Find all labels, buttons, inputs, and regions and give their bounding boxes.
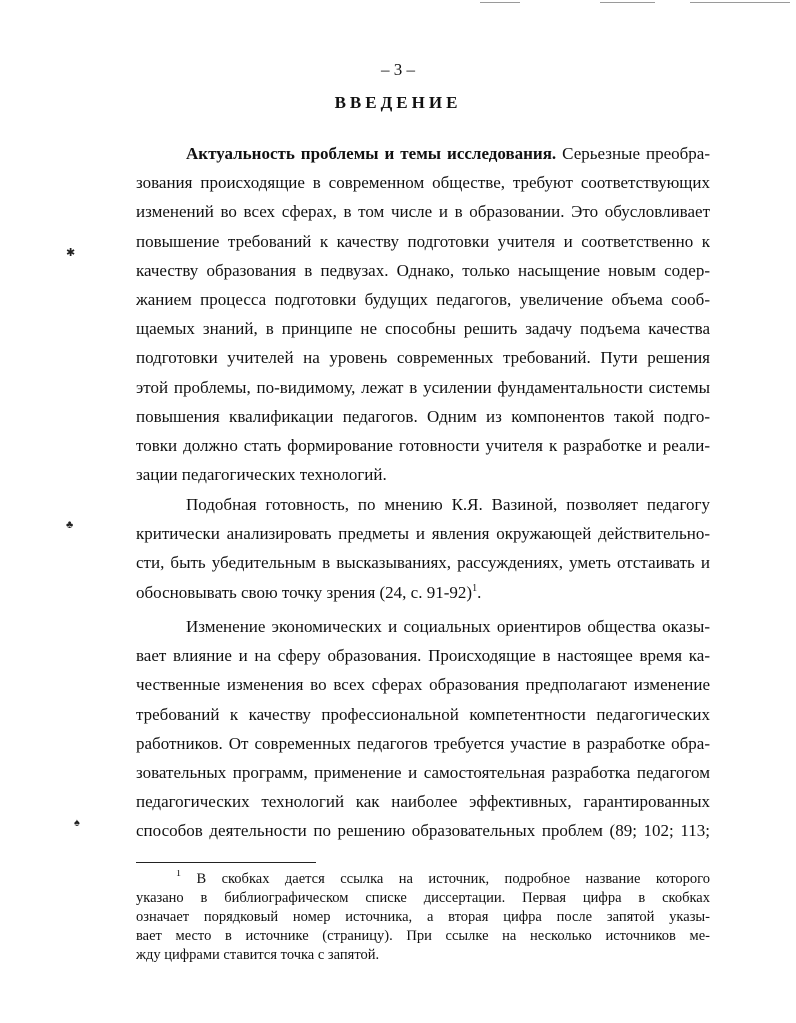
page-number: – 3 – [381,60,415,79]
paragraph-2 [136,490,710,607]
footnote-line: указано в библиографическом списке диссертации. Первая цифра в скобках [136,890,710,906]
text-line: способов деятельности по решению образовательных проблем (89; 102; 113; [136,821,710,841]
binding-hole-speck: ♠ [74,817,80,829]
text-line: жанием процесса подготовки будущих педагогов, увеличение объема сооб- [136,289,710,309]
binding-hole-speck: ♣ [66,519,74,531]
footnote [136,870,710,965]
text-line: подготовки учителей на уровень современных требований. Пути решения [136,348,710,368]
footnote-separator [136,862,316,863]
paragraph-3 [136,612,710,846]
footnote-mark: 1 [176,870,181,879]
footnote-line: жду цифрами ставится точка с запятой. [136,947,380,963]
text-line: требований к качеству профессиональной компетентности педагогических [136,704,710,724]
text-line: Актуальность проблемы и темы исследования. Серьезные преобра- [186,144,710,163]
text-line: педагогических технологий как наиболее эффективных, гарантированных [136,792,710,812]
text-line: этой проблемы, по-видимому, лежат в усилении фундаментальности системы [136,377,710,397]
text-line: критически анализировать предметы и явления окружающей действительно- [136,524,710,544]
text-line: качеству образования в педвузах. Однако, только насыщение новым содер- [136,260,710,280]
text-line: работников. От современных педагогов требуется участие в разработке обра- [136,733,710,753]
scan-artifact-line [480,2,520,3]
text-line: повышение требований к качеству подготовки учителя и соответственно к [136,231,710,251]
text-line: чественные изменения во всех сферах образования предполагают изменение [136,675,710,695]
footnote-reference: 1 [472,582,478,594]
footnote-line: вает место в источнике (страницу). При ссылке на несколько источников ме- [136,928,710,944]
text-line: зования происходящие в современном обществе, требуют соответствующих [136,173,710,193]
text-line: сти, быть убедительным в высказываниях, рассуждениях, уметь отстаивать и [136,553,710,573]
text-line: Изменение экономических и социальных ориентиров общества оказы- [186,617,710,636]
text-line: товки должно стать формирование готовности учителя к разработке и реали- [136,435,710,455]
text-line: Подобная готовность, по мнению К.Я. Вазиной, позволяет педагогу [186,495,710,514]
paragraph-1 [136,139,710,489]
text-line: вает влияние и на сферу образования. Происходящие в настоящее время ка- [136,646,710,666]
text-line: изменений во всех сферах, в том числе и в образовании. Это обусловливает [136,202,710,222]
scan-artifact-line [600,2,655,3]
binding-hole-speck: ✱ [66,247,76,259]
text-line: зовательных программ, применение и самостоятельная разработка педагогом [136,762,710,782]
text-line: обосновывать свою точку зрения (24, с. 91-92)$^1$. [136,582,482,602]
page-title: ВВЕДЕНИЕ [334,93,462,112]
scan-artifact-line [690,2,790,3]
footnote-line: $^1$ В скобках дается ссылка на источник, подробное название которого [176,870,710,887]
footnote-line: означает порядковый номер источника, а вторая цифра после запятой указы- [136,909,710,925]
text-line: щаемых знаний, в принципе не способны решить задачу подъема качества [136,319,710,339]
text-line: повышения квалификации педагогов. Одним из компонентов такой подго- [136,406,710,426]
lead-phrase: Актуальность проблемы и темы исследования. [186,144,557,163]
text-line: зации педагогических технологий. [136,465,387,485]
